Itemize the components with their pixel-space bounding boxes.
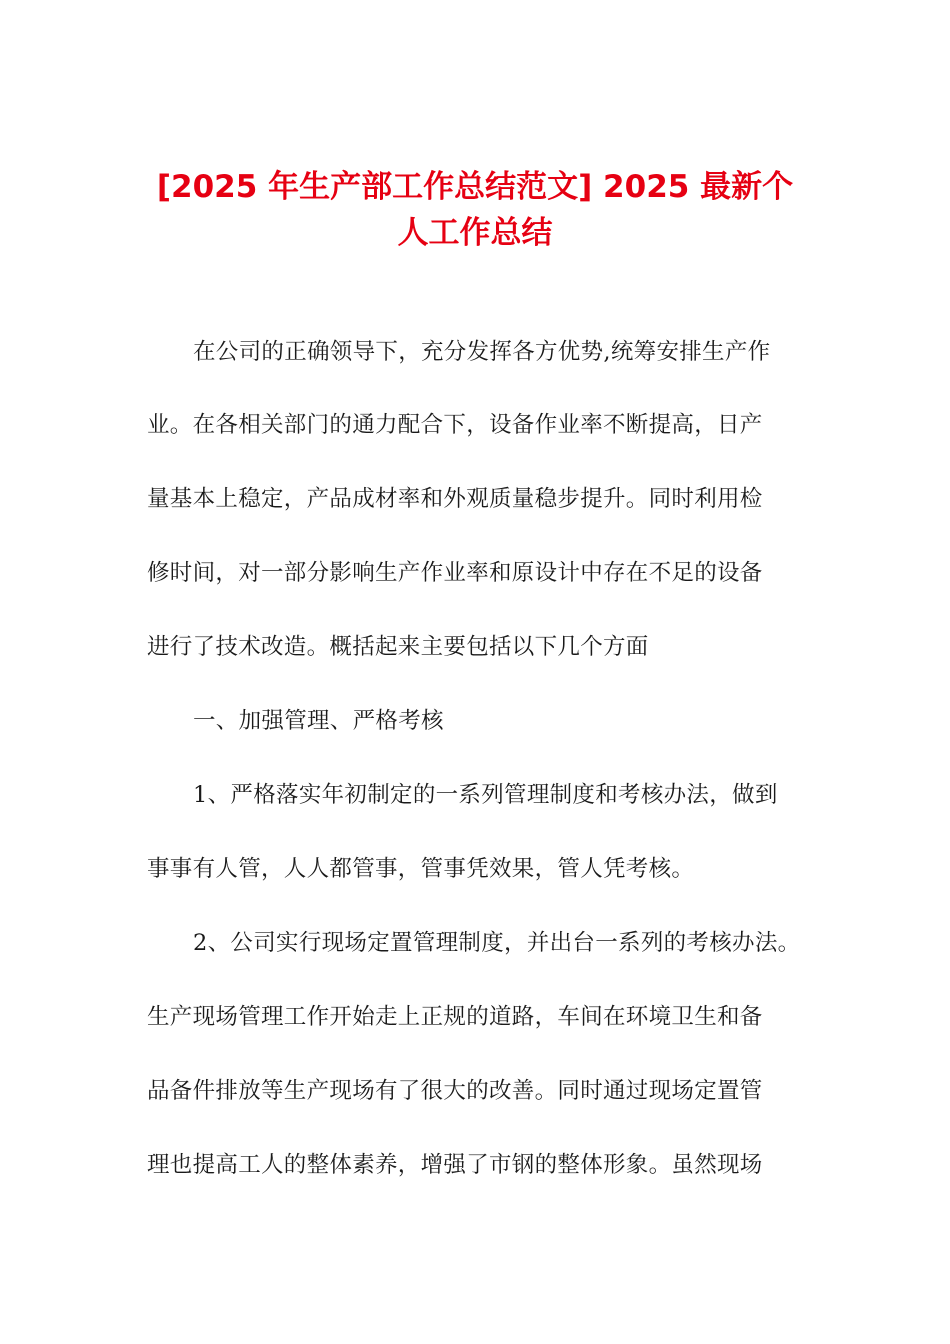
paragraph-1-line-2: 业。在各相关部门的通力配合下，设备作业率不断提高，日产 (147, 412, 763, 438)
section-heading-1: 一、加强管理、严格考核 (193, 708, 444, 734)
title-line-1: [2025 年生产部工作总结范文] 2025 最新个 (156, 168, 794, 205)
item-1-line-2: 事事有人管，人人都管事，管事凭效果，管人凭考核。 (147, 856, 695, 882)
item-2-line-4: 理也提高工人的整体素养，增强了市钢的整体形象。虽然现场 (147, 1152, 763, 1178)
paragraph-1-line-3: 量基本上稳定，产品成材率和外观质量稳步提升。同时利用检 (147, 486, 763, 512)
item-2-line-2: 生产现场管理工作开始走上正规的道路，车间在环境卫生和备 (147, 1004, 763, 1030)
paragraph-1-line-4: 修时间，对一部分影响生产作业率和原设计中存在不足的设备 (147, 560, 763, 586)
item-2-line-1: 2、公司实行现场定置管理制度，并出台一系列的考核办法。 (193, 930, 801, 956)
paragraph-1-line-5: 进行了技术改造。概括起来主要包括以下几个方面 (147, 634, 649, 660)
document-title (120, 164, 830, 256)
title-line-2: 人工作总结 (397, 214, 553, 251)
item-2-line-3: 品备件排放等生产现场有了很大的改善。同时通过现场定置管 (147, 1078, 763, 1104)
paragraph-1-line-1: 在公司的正确领导下，充分发挥各方优势,统筹安排生产作 (193, 339, 771, 365)
item-1-line-1: 1、严格落实年初制定的一系列管理制度和考核办法，做到 (193, 782, 778, 808)
